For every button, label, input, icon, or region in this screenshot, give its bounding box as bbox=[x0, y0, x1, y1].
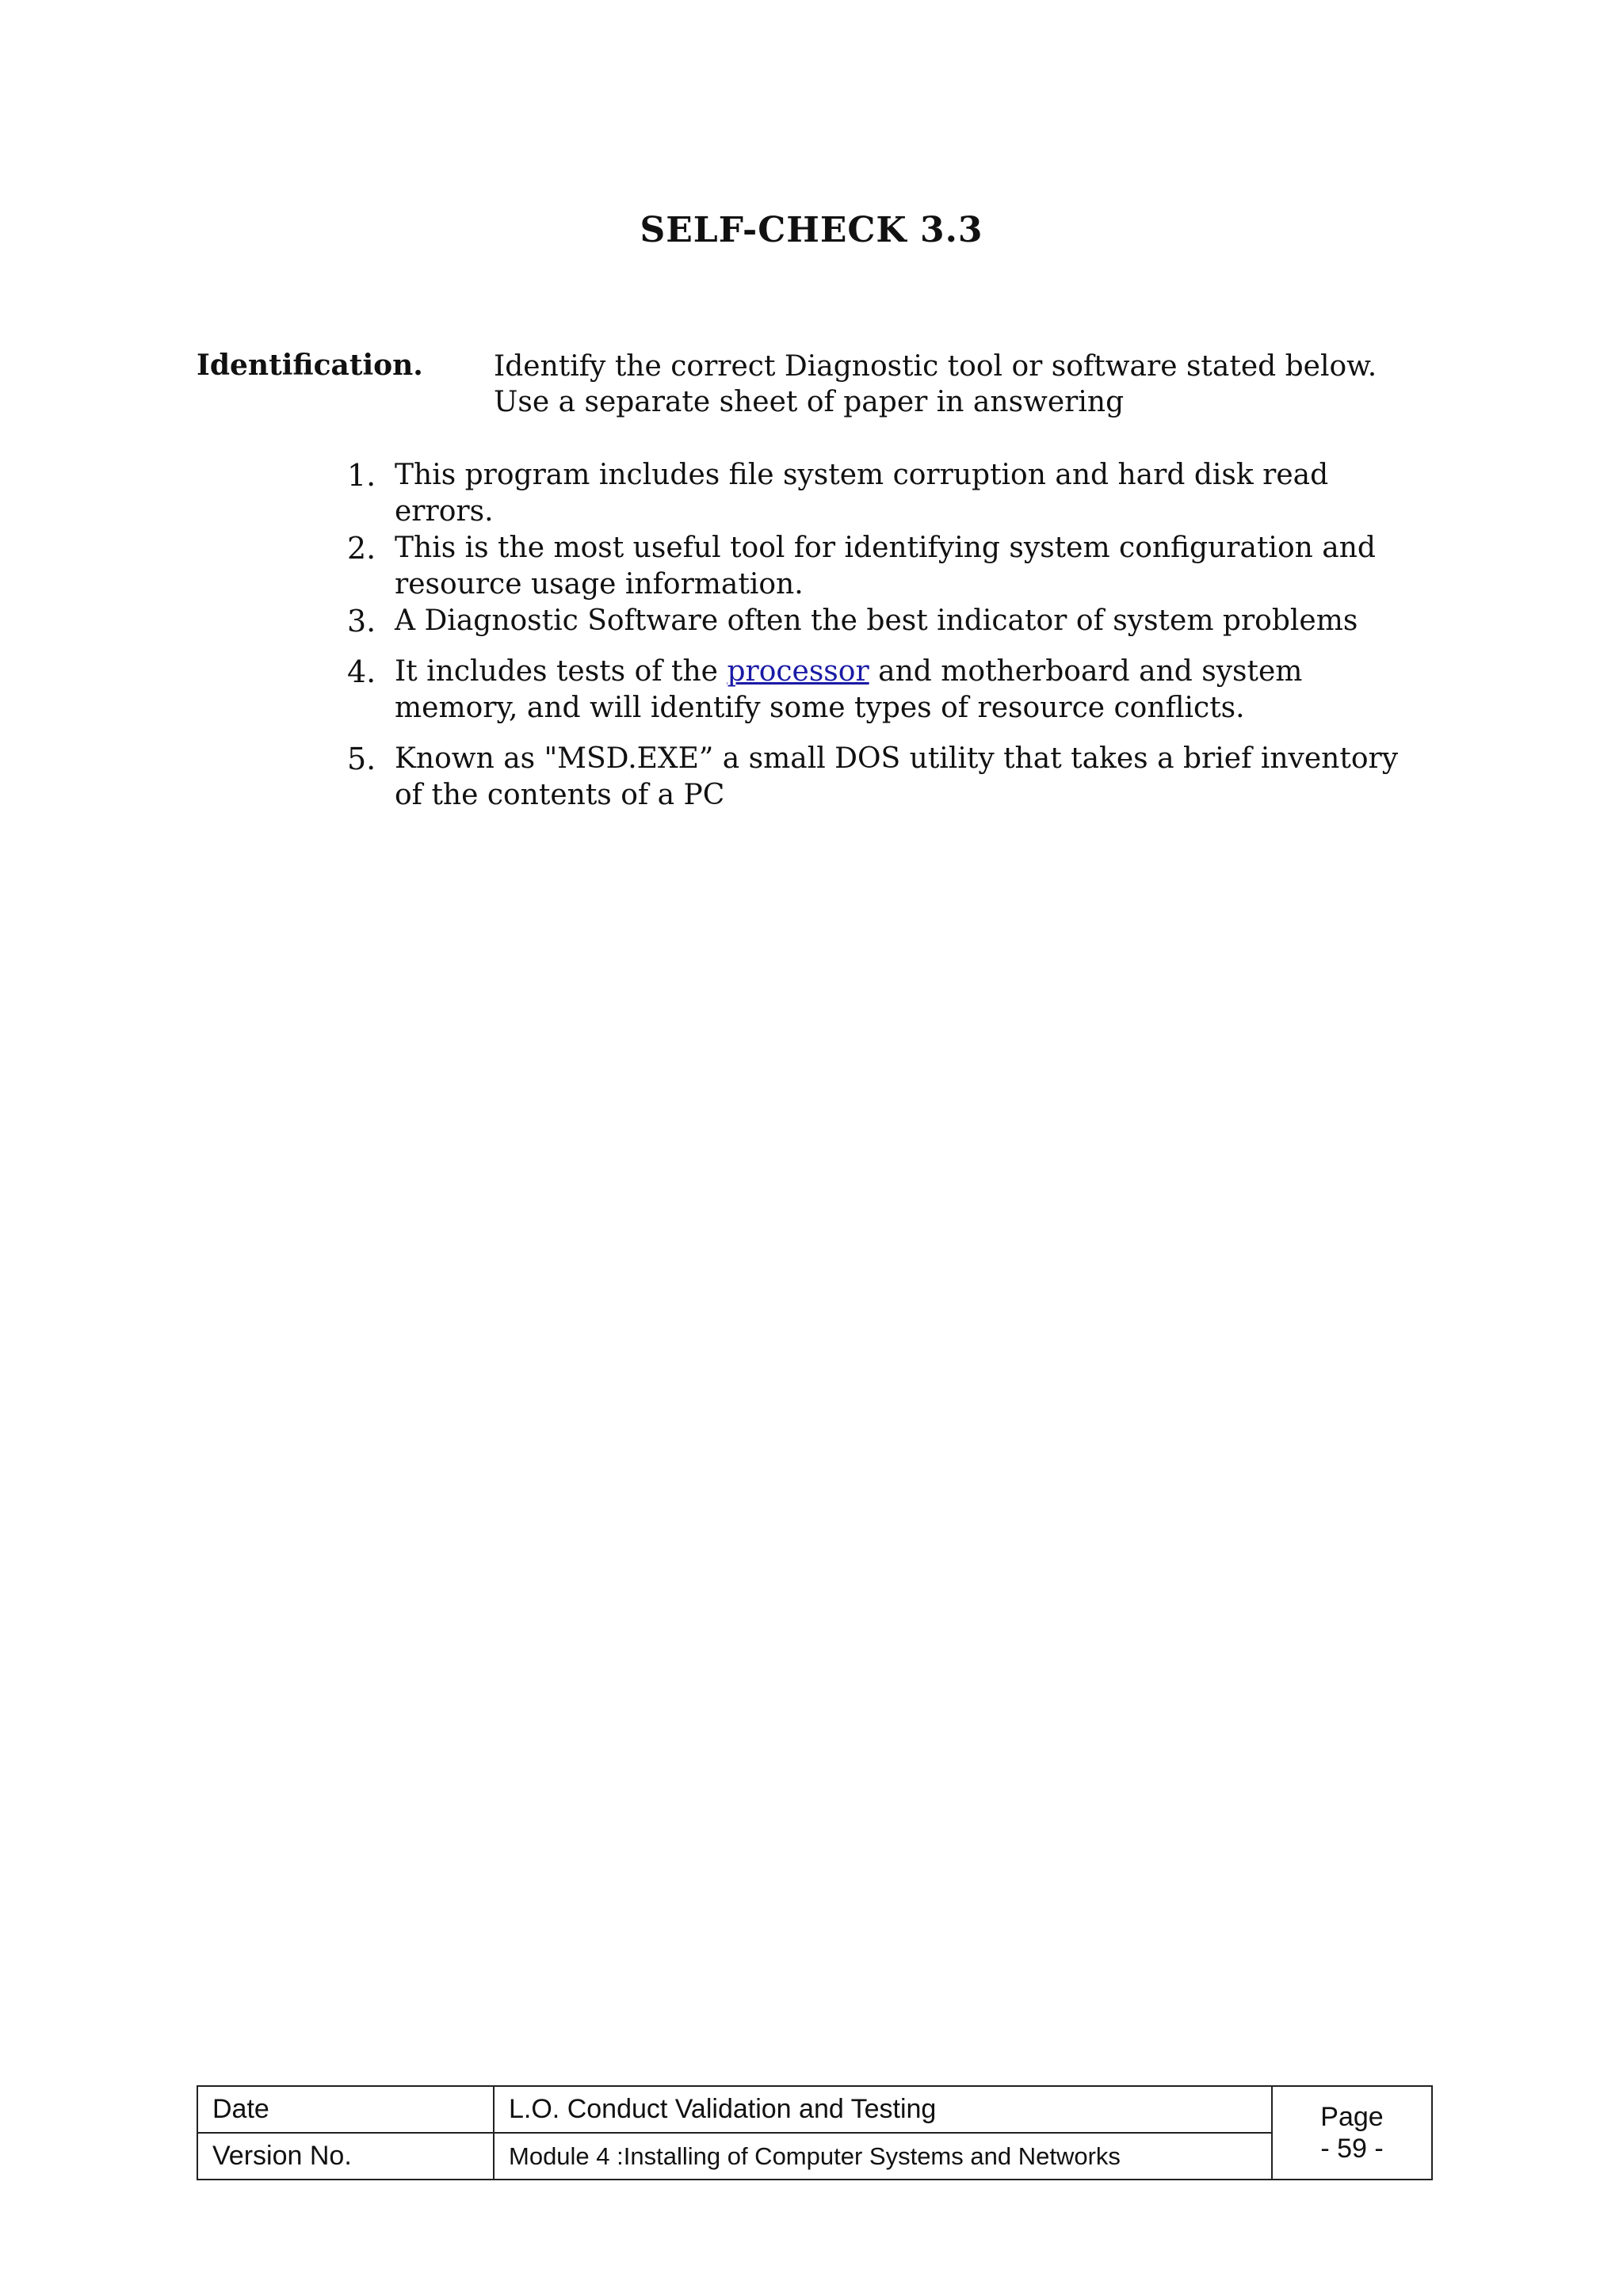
question-line: memory, and will identify some types of resource conflicts. bbox=[395, 692, 1245, 724]
processor-link[interactable]: processor bbox=[727, 655, 869, 688]
question-text-suffix: and motherboard and system bbox=[869, 655, 1303, 688]
question-text-prefix: It includes tests of the bbox=[395, 655, 727, 688]
question-text bbox=[395, 530, 1450, 603]
question-line: A Diagnostic Software often the best indicator of system problems bbox=[395, 605, 1358, 637]
identification-label: Identification. bbox=[197, 349, 423, 382]
question-text bbox=[395, 654, 1450, 727]
question-number: 5. bbox=[347, 742, 376, 776]
footer-module-title: Module 4 :Installing of Computer Systems and Networks bbox=[494, 2133, 1272, 2180]
identification-instructions bbox=[494, 349, 1445, 420]
question-number: 2. bbox=[347, 531, 376, 566]
footer-table bbox=[197, 2085, 1433, 2180]
footer-page-cell bbox=[1272, 2086, 1432, 2180]
question-item bbox=[341, 530, 1450, 603]
instruction-line: Use a separate sheet of paper in answering bbox=[494, 386, 1125, 418]
question-line: resource usage information. bbox=[395, 568, 804, 601]
footer-page-number: - 59 - bbox=[1320, 2134, 1384, 2164]
question-item bbox=[341, 603, 1450, 639]
question-number: 1. bbox=[347, 458, 376, 493]
page-title: SELF-CHECK 3.3 bbox=[640, 210, 983, 250]
question-line bbox=[395, 654, 1450, 690]
footer-version-label: Version No. bbox=[197, 2133, 494, 2180]
question-line: Known as "MSD.EXE” a small DOS utility that takes a brief inventory bbox=[395, 742, 1399, 775]
question-list bbox=[341, 457, 1450, 814]
question-item bbox=[341, 654, 1450, 727]
footer-date-label: Date bbox=[197, 2086, 494, 2133]
question-number: 4. bbox=[347, 654, 376, 689]
question-number: 3. bbox=[347, 604, 376, 639]
question-text bbox=[395, 741, 1450, 814]
question-text bbox=[395, 603, 1450, 639]
question-line: This is the most useful tool for identifying system configuration and bbox=[395, 532, 1376, 564]
question-item bbox=[341, 741, 1450, 814]
question-line: errors. bbox=[395, 495, 494, 528]
question-line: of the contents of a PC bbox=[395, 779, 725, 811]
instruction-line: Identify the correct Diagnostic tool or software stated below. bbox=[494, 350, 1377, 383]
question-line: This program includes file system corruption and hard disk read bbox=[395, 459, 1329, 491]
question-text bbox=[395, 457, 1450, 530]
footer-lo-title: L.O. Conduct Validation and Testing bbox=[494, 2086, 1272, 2133]
footer-page-label: Page bbox=[1320, 2102, 1384, 2132]
question-item bbox=[341, 457, 1450, 530]
